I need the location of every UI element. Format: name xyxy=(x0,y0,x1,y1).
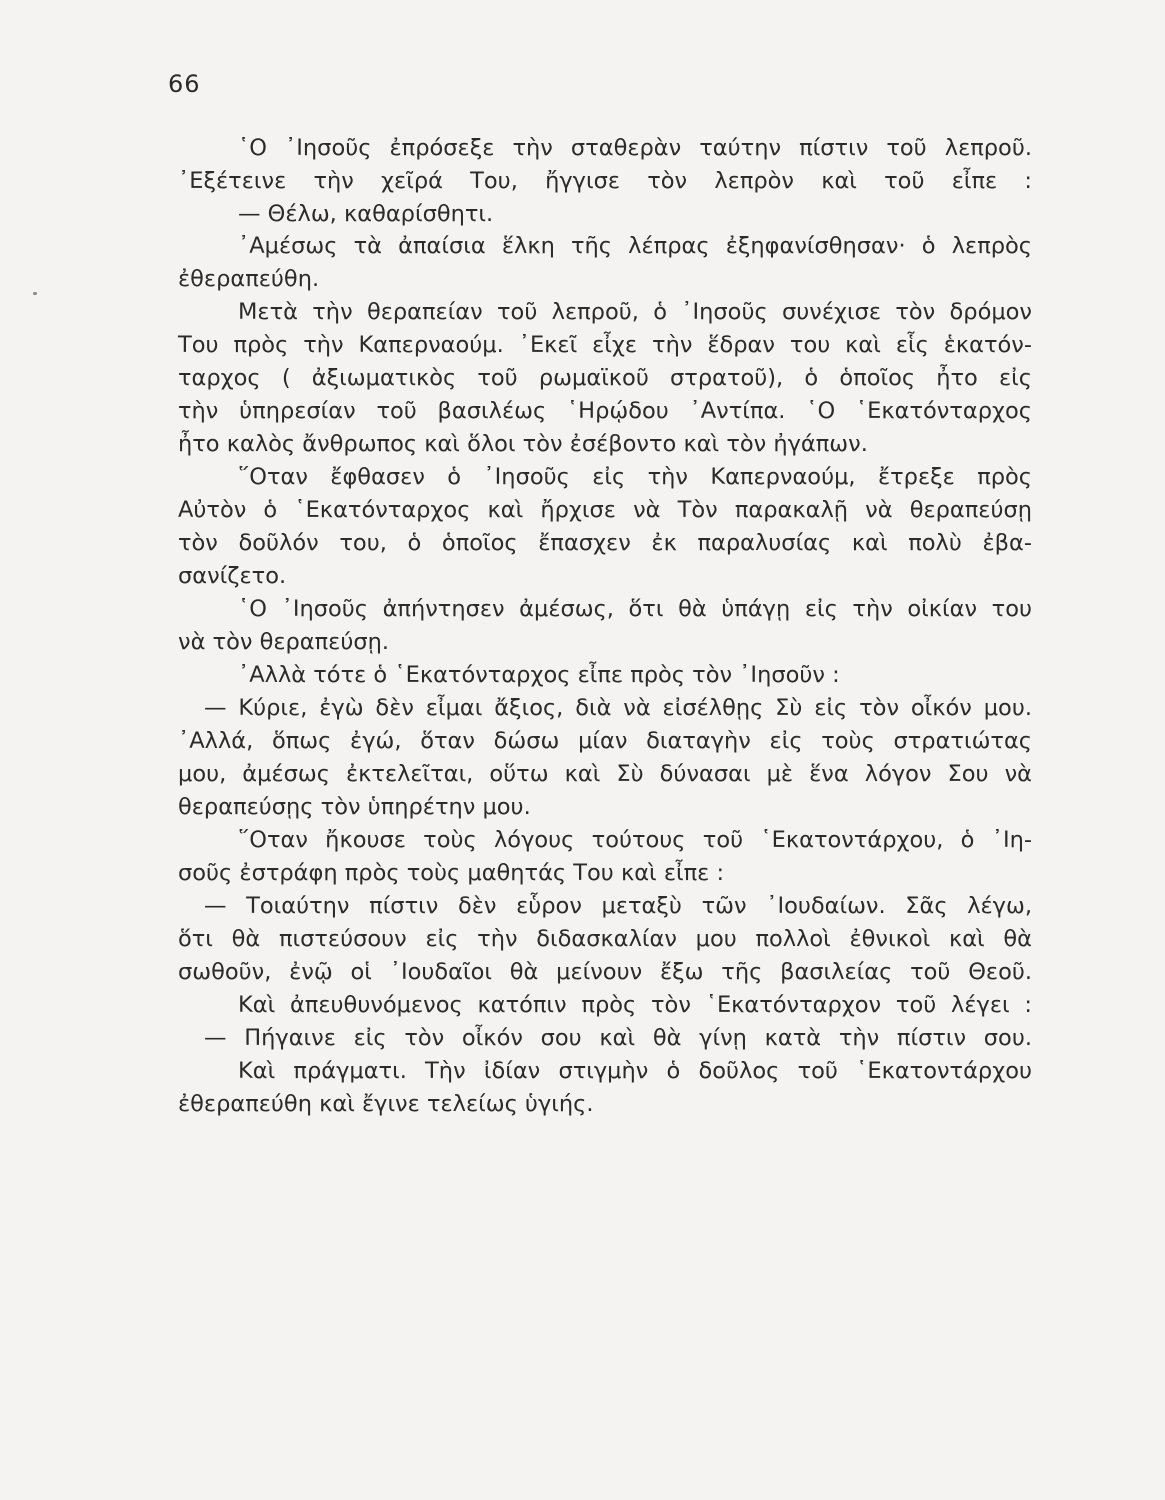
text-line: — Τοιαύτην πίστιν δὲν εὗρον μεταξὺ τῶν ᾿Ιουδαίων. Σᾶς λέγω, xyxy=(204,893,1032,919)
text-line: Του πρὸς τὴν Καπερναούμ. ᾿Εκεῖ εἶχε τὴν ἕδραν του καὶ εἷς ἑκατόν- xyxy=(178,332,1032,358)
text-line: — Κύριε, ἐγὼ δὲν εἶμαι ἄξιος, διὰ νὰ εἰσέλθῃς Σὺ εἰς τὸν οἶκόν μου. xyxy=(204,695,1032,721)
text-line: ᾿Αλλά, ὅπως ἐγώ, ὅταν δώσω μίαν διαταγὴν εἰς τοὺς στρατιώτας xyxy=(178,728,1032,754)
text-line: ἐθεραπεύθη καὶ ἔγινε τελείως ὑγιής. xyxy=(178,1091,594,1117)
text-line: ἐθεραπεύθη. xyxy=(178,266,320,292)
text-line: σοῦς ἐστράφη πρὸς τοὺς μαθητάς Του καὶ εἶπε : xyxy=(178,860,725,886)
text-line: ῾Ο ᾿Ιησοῦς ἐπρόσεξε τὴν σταθερὰν ταύτην πίστιν τοῦ λεπροῦ. xyxy=(238,135,1032,161)
text-line: ῾Ο ᾿Ιησοῦς ἀπήντησεν ἀμέσως, ὅτι θὰ ὑπάγῃ εἰς τὴν οἰκίαν του xyxy=(238,596,1032,622)
text-line: ἦτο καλὸς ἄνθρωπος καὶ ὅλοι τὸν ἐσέβοντο καὶ τὸν ἠγάπων. xyxy=(178,431,868,457)
text-line: Καὶ ἀπευθυνόμενος κατόπιν πρὸς τὸν ῾Εκατόνταρχον τοῦ λέγει : xyxy=(238,992,1032,1018)
text-line: — Θέλω, καθαρίσθητι. xyxy=(238,201,494,227)
text-line: νὰ τὸν θεραπεύσῃ. xyxy=(178,629,390,655)
text-line: τὴν ὑπηρεσίαν τοῦ βασιλέως ῾Ηρῴδου ᾿Αντίπα. ῾Ο ῾Εκατόνταρχος xyxy=(178,398,1032,424)
text-line: σανίζετο. xyxy=(178,563,287,589)
text-line: ὅτι θὰ πιστεύσουν εἰς τὴν διδασκαλίαν μου πολλοὶ ἐθνικοὶ καὶ θὰ xyxy=(178,926,1032,952)
text-line: μου, ἀμέσως ἐκτελεῖται, οὕτω καὶ Σὺ δύνασαι μὲ ἕνα λόγον Σου νὰ xyxy=(178,761,1032,787)
paper-speck xyxy=(33,292,37,295)
page-number: 66 xyxy=(168,70,201,98)
text-line: ῞Οταν ἤκουσε τοὺς λόγους τούτους τοῦ ῾Εκατοντάρχου, ὁ ᾿Ιη- xyxy=(238,827,1032,853)
text-line: ᾿Εξέτεινε τὴν χεῖρά Του, ἤγγισε τὸν λεπρὸν καὶ τοῦ εἶπε : xyxy=(178,168,1032,194)
text-line: Αὐτὸν ὁ ῾Εκατόνταρχος καὶ ἤρχισε νὰ Τὸν παρακαλῇ νὰ θεραπεύσῃ xyxy=(178,497,1032,523)
text-line: σωθοῦν, ἐνῷ οἱ ᾿Ιουδαῖοι θὰ μείνουν ἔξω τῆς βασιλείας τοῦ Θεοῦ. xyxy=(178,959,1032,985)
text-line: ταρχος ( ἀξιωματικὸς τοῦ ρωμαϊκοῦ στρατοῦ), ὁ ὁποῖος ἦτο εἰς xyxy=(178,365,1032,391)
text-line: ῞Οταν ἔφθασεν ὁ ᾿Ιησοῦς εἰς τὴν Καπερναούμ, ἔτρεξε πρὸς xyxy=(238,464,1032,490)
text-line: τὸν δοῦλόν του, ὁ ὁποῖος ἔπασχεν ἐκ παραλυσίας καὶ πολὺ ἐβα- xyxy=(178,530,1032,556)
text-line: — Πήγαινε εἰς τὸν οἶκόν σου καὶ θὰ γίνῃ κατὰ τὴν πίστιν σου. xyxy=(204,1025,1032,1051)
text-line: ᾿Αλλὰ τότε ὁ ῾Εκατόνταρχος εἶπε πρὸς τὸν ᾿Ιησοῦν : xyxy=(238,662,840,688)
text-line: Καὶ πράγματι. Τὴν ἰδίαν στιγμὴν ὁ δοῦλος τοῦ ῾Εκατοντάρχου xyxy=(238,1058,1032,1084)
text-line: θεραπεύσῃς τὸν ὑπηρέτην μου. xyxy=(178,794,531,820)
text-line: ᾿Αμέσως τὰ ἀπαίσια ἕλκη τῆς λέπρας ἐξηφανίσθησαν· ὁ λεπρὸς xyxy=(238,233,1032,259)
text-line: Μετὰ τὴν θεραπείαν τοῦ λεπροῦ, ὁ ᾿Ιησοῦς συνέχισε τὸν δρόμον xyxy=(238,299,1032,325)
